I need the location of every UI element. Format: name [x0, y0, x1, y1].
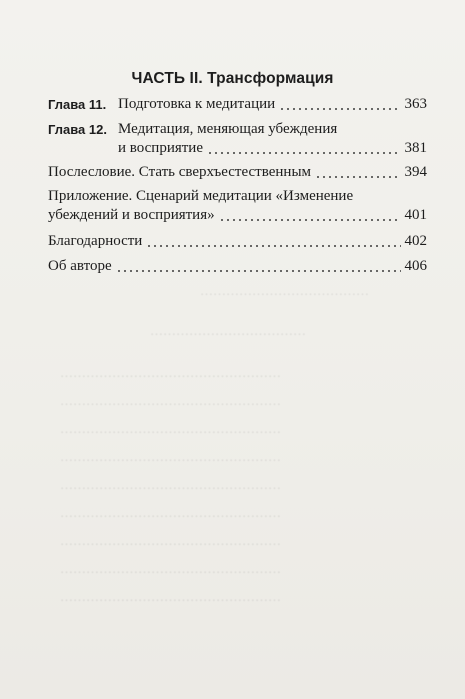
toc-line	[48, 206, 427, 225]
dot-leader	[279, 108, 400, 110]
dot-leader	[315, 176, 400, 178]
toc-line	[48, 232, 427, 251]
toc-entry-acknowledgements	[48, 232, 427, 251]
toc-line	[118, 139, 427, 158]
entry-title-continued: и восприятие	[118, 140, 203, 156]
part-title: ЧАСТЬ II. Трансформация	[131, 70, 334, 87]
show-through-text: ………………………………… ……………………………… …………………………………………… …………………………………………… …………………………………………… …………………………………………… …………………………………………… …………………………………………… …………………………………………… …………………………………………… ……………………………………………	[60, 283, 369, 604]
entry-title: Благодарности	[48, 233, 143, 249]
toc-entry-afterword	[48, 163, 427, 182]
toc-entry-appendix	[48, 187, 427, 225]
toc-entry-chapter-11	[48, 95, 427, 114]
toc-entry-about-author	[48, 257, 427, 276]
entry-title: Приложение. Сценарий медитации «Изменение	[48, 188, 354, 204]
page-number: 394	[404, 164, 427, 180]
dot-leader	[146, 245, 400, 247]
dot-leader	[116, 270, 401, 272]
page-number: 363	[404, 96, 427, 112]
chapter-label: Глава 12.	[48, 122, 107, 137]
toc-line	[118, 95, 427, 114]
page-number: 381	[404, 140, 427, 156]
dot-leader	[219, 219, 401, 221]
entry-title-continued: убеждений и восприятия»	[48, 207, 215, 223]
entry-title: Подготовка к медитации	[118, 96, 276, 112]
page-number: 406	[404, 258, 427, 274]
page-number: 402	[404, 233, 427, 249]
page-number: 401	[404, 207, 427, 223]
toc-line	[48, 257, 427, 276]
toc-entry-chapter-12	[48, 120, 427, 158]
entry-title: Медитация, меняющая убеждения	[118, 121, 338, 137]
toc-line	[118, 120, 427, 139]
toc-line	[48, 163, 427, 182]
toc-line	[48, 187, 427, 206]
entry-title: Об авторе	[48, 258, 112, 274]
table-of-contents	[48, 95, 427, 276]
dot-leader	[207, 152, 401, 154]
entry-title: Послесловие. Стать сверхъестественным	[48, 164, 312, 180]
chapter-label: Глава 11.	[48, 97, 107, 112]
